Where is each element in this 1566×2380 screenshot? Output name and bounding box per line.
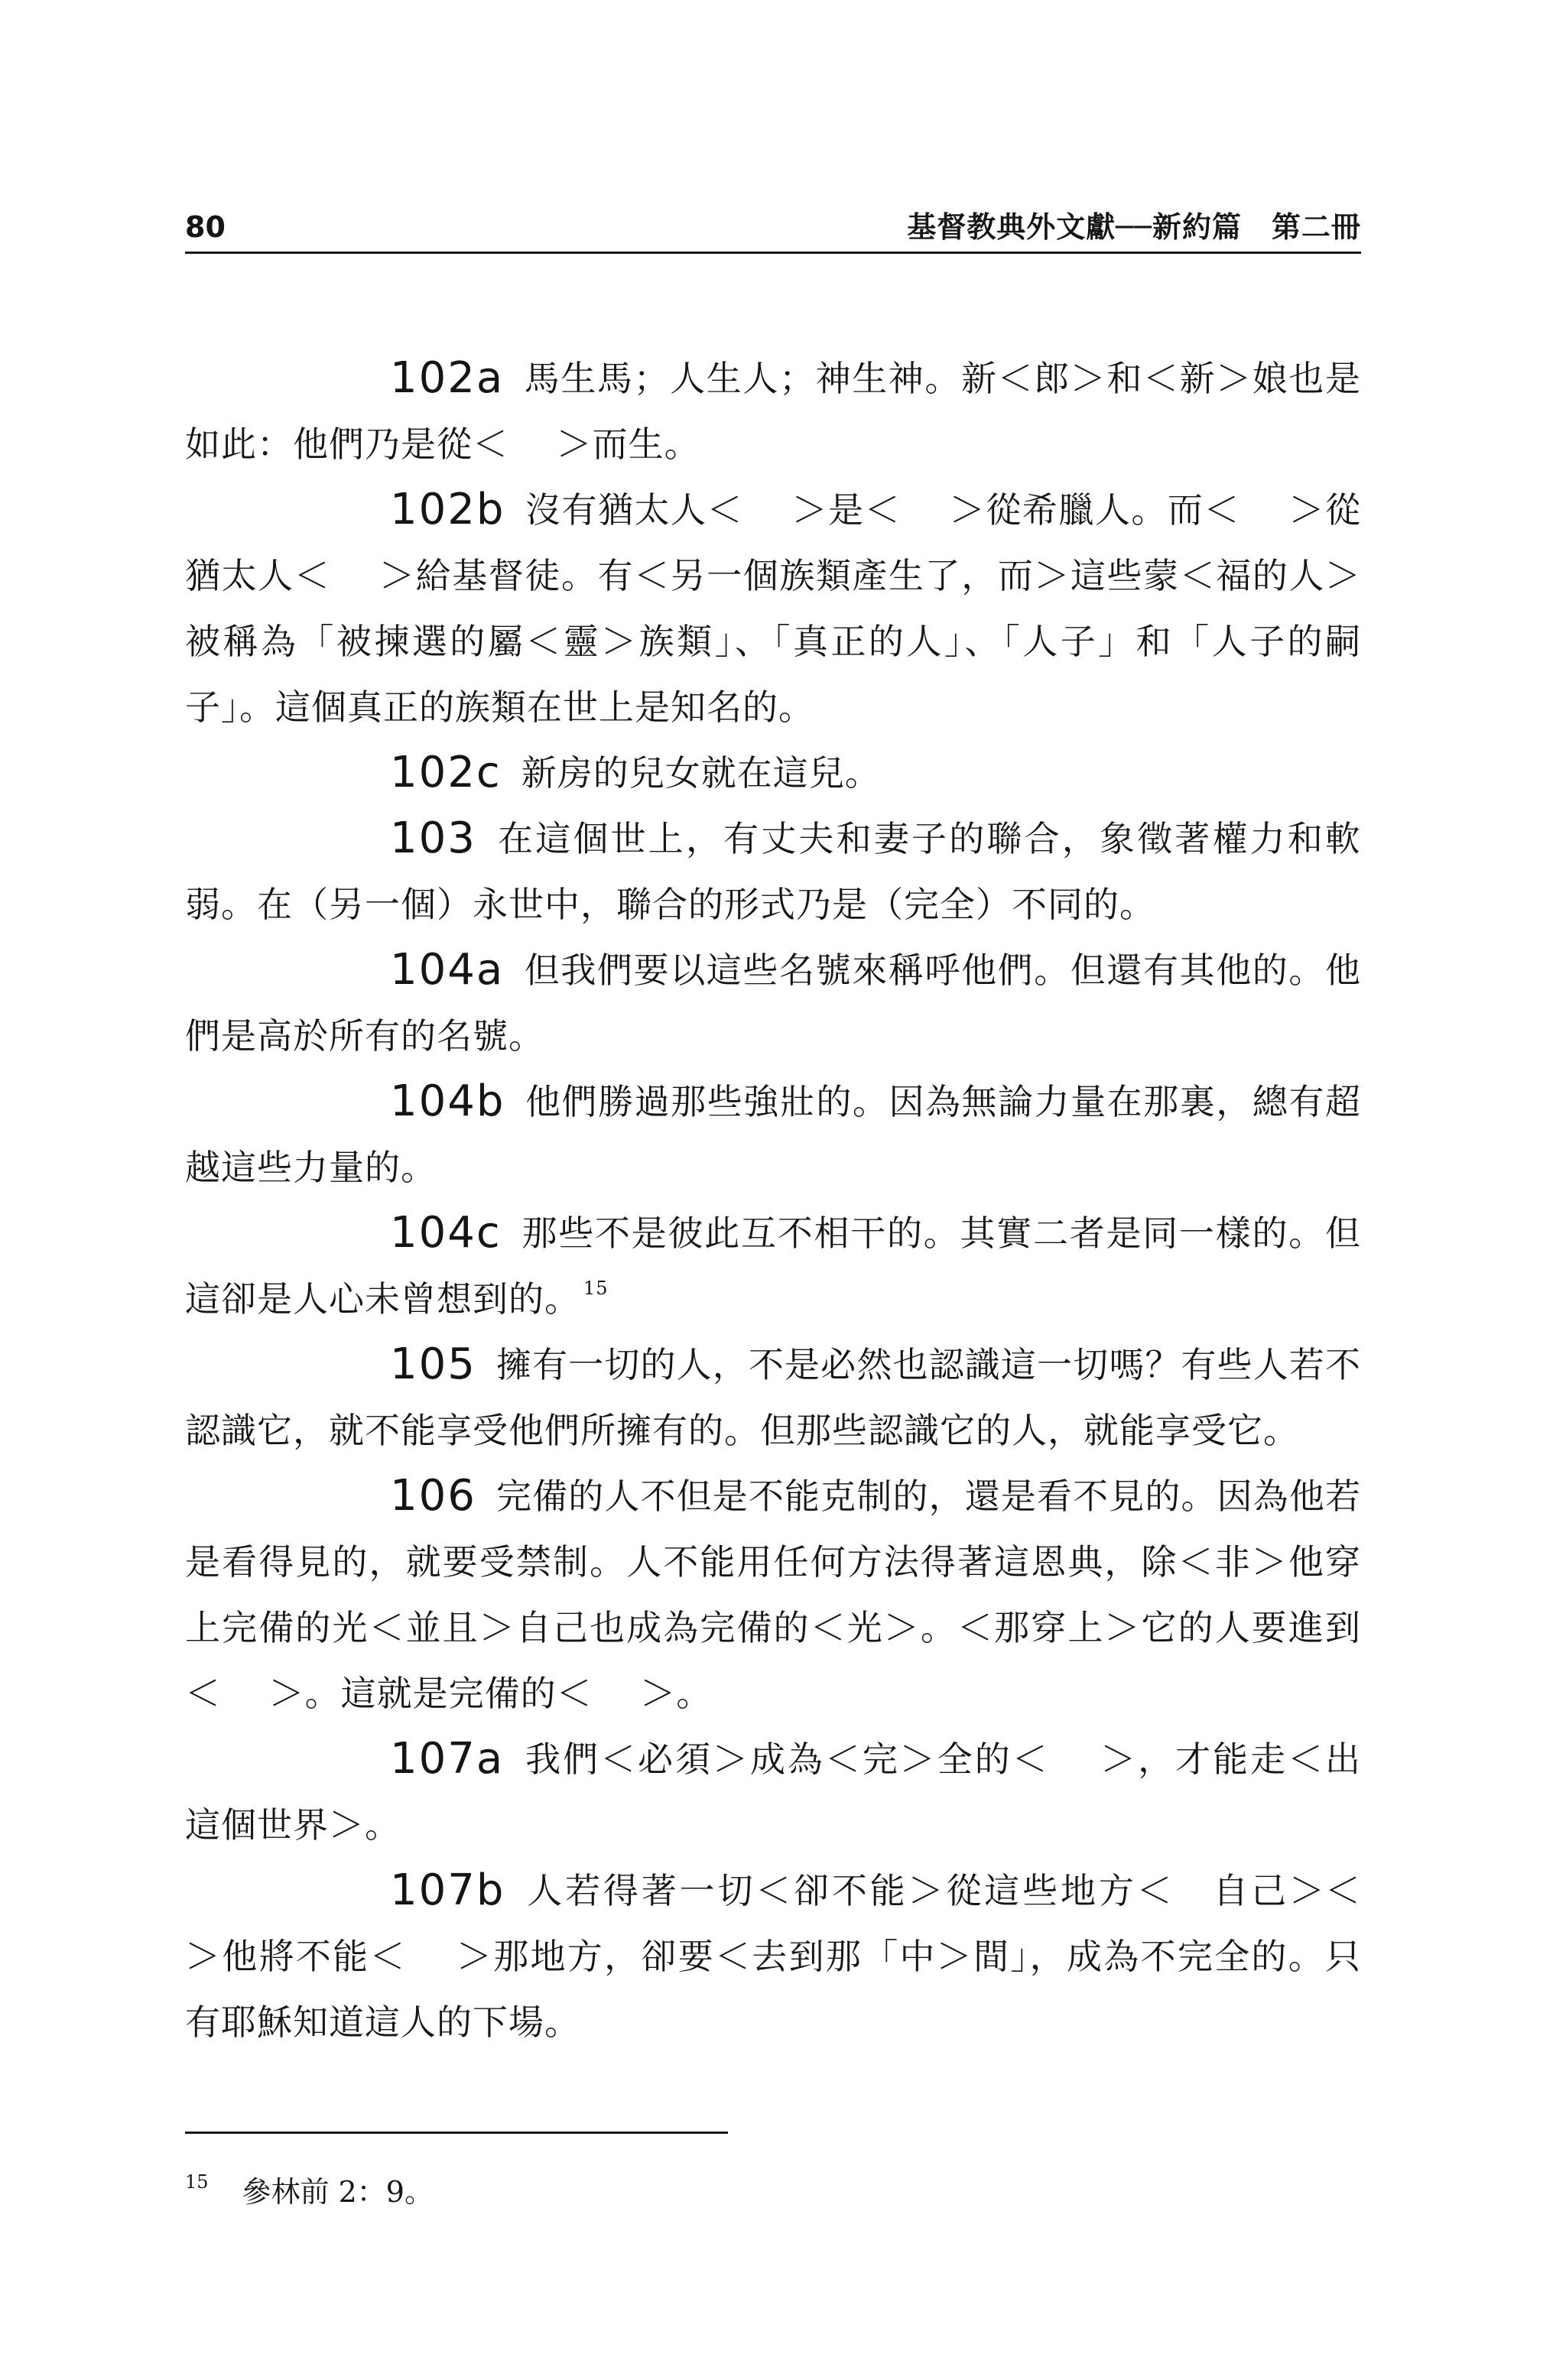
paragraph-number: 107b — [390, 1865, 505, 1915]
footnote-reference: 15 — [583, 1278, 609, 1299]
paragraph-text: 新房的兒女就在這兒。 — [521, 752, 881, 794]
paragraph-107a — [185, 1726, 1361, 1858]
paragraph-number: 104a — [390, 945, 505, 995]
paragraph-number: 106 — [390, 1471, 476, 1521]
paragraph-number: 103 — [390, 813, 476, 863]
paragraph-102a — [185, 346, 1361, 477]
paragraph-text: 那些不是彼此互不相干的。其實二者是同一樣的。但這卻是人心未曾想到的。 — [185, 1213, 1361, 1320]
paragraph-number: 107a — [390, 1734, 505, 1784]
paragraph-number: 102a — [390, 353, 505, 403]
footnote-15 — [185, 2173, 434, 2211]
paragraph-text: 人若得著一切＜卻不能＞從這些地方＜ 自己＞＜ ＞他將不能＜ ＞那地方，卻要＜去到那「中＞間」，成為不完全的。只有耶穌知道這人的下場。 — [185, 1870, 1409, 2043]
paragraph-text: 沒有猶太人＜ ＞是＜ ＞從希臘人。而＜ ＞從猶太人＜ ＞給基督徒。有＜另一個族類產生了，而＞這些蒙＜福的人＞被稱為「被揀選的屬＜靈＞族類」、「真正的人」、「人子」和「人子的嗣子」。這個真正的族類在世上是知名的。 — [185, 489, 1361, 728]
paragraph-number: 104b — [390, 1076, 505, 1126]
running-title: 基督教典外文獻──新約篇 第二冊 — [907, 210, 1361, 244]
paragraph-number: 105 — [390, 1339, 476, 1389]
paragraph-text: 我們＜必須＞成為＜完＞全的＜ ＞，才能走＜出這個世界＞。 — [185, 1739, 1361, 1846]
paragraph-107b — [185, 1858, 1409, 2055]
footnote-mark: 15 — [185, 2171, 209, 2193]
paragraph-104b — [185, 1069, 1361, 1200]
paragraph-number: 102c — [390, 748, 502, 797]
header-rule — [185, 252, 1361, 254]
body-text — [185, 346, 1409, 2055]
paragraph-104c — [185, 1200, 1361, 1332]
paragraph-text: 但我們要以這些名號來稱呼他們。但還有其他的。他們是高於所有的名號。 — [185, 950, 1361, 1057]
footnote-text: 參林前 2：9。 — [242, 2175, 434, 2209]
paragraph-106 — [185, 1463, 1361, 1726]
paragraph-102c — [185, 740, 1361, 806]
paragraph-text: 他們勝過那些強壯的。因為無論力量在那裏，總有超越這些力量的。 — [185, 1081, 1361, 1188]
footnote-rule — [185, 2132, 728, 2134]
paragraph-105 — [185, 1332, 1361, 1463]
paragraph-text: 在這個世上，有丈夫和妻子的聯合，象徵著權力和軟弱。在（另一個）永世中，聯合的形式乃是（完全）不同的。 — [185, 818, 1361, 925]
paragraph-number: 102b — [390, 485, 505, 534]
paragraph-text: 馬生馬；人生人；神生神。新＜郎＞和＜新＞娘也是如此：他們乃是從＜ ＞而生。 — [185, 358, 1361, 465]
paragraph-102b — [185, 477, 1361, 740]
paragraph-103 — [185, 806, 1361, 937]
page-number: 80 — [185, 210, 226, 244]
paragraph-text: 擁有一切的人，不是必然也認識這一切嗎？有些人若不認識它，就不能享受他們所擁有的。但那些認識它的人，就能享受它。 — [185, 1344, 1361, 1451]
paragraph-number: 104c — [390, 1208, 502, 1258]
paragraph-text: 完備的人不但是不能克制的，還是看不見的。因為他若是看得見的，就要受禁制。人不能用任何方法得著這恩典，除＜非＞他穿上完備的光＜並且＞自己也成為完備的＜光＞。＜那穿上＞它的人要進到＜ ＞。這就是完備的＜ ＞。 — [185, 1476, 1361, 1714]
paragraph-104a — [185, 937, 1361, 1069]
